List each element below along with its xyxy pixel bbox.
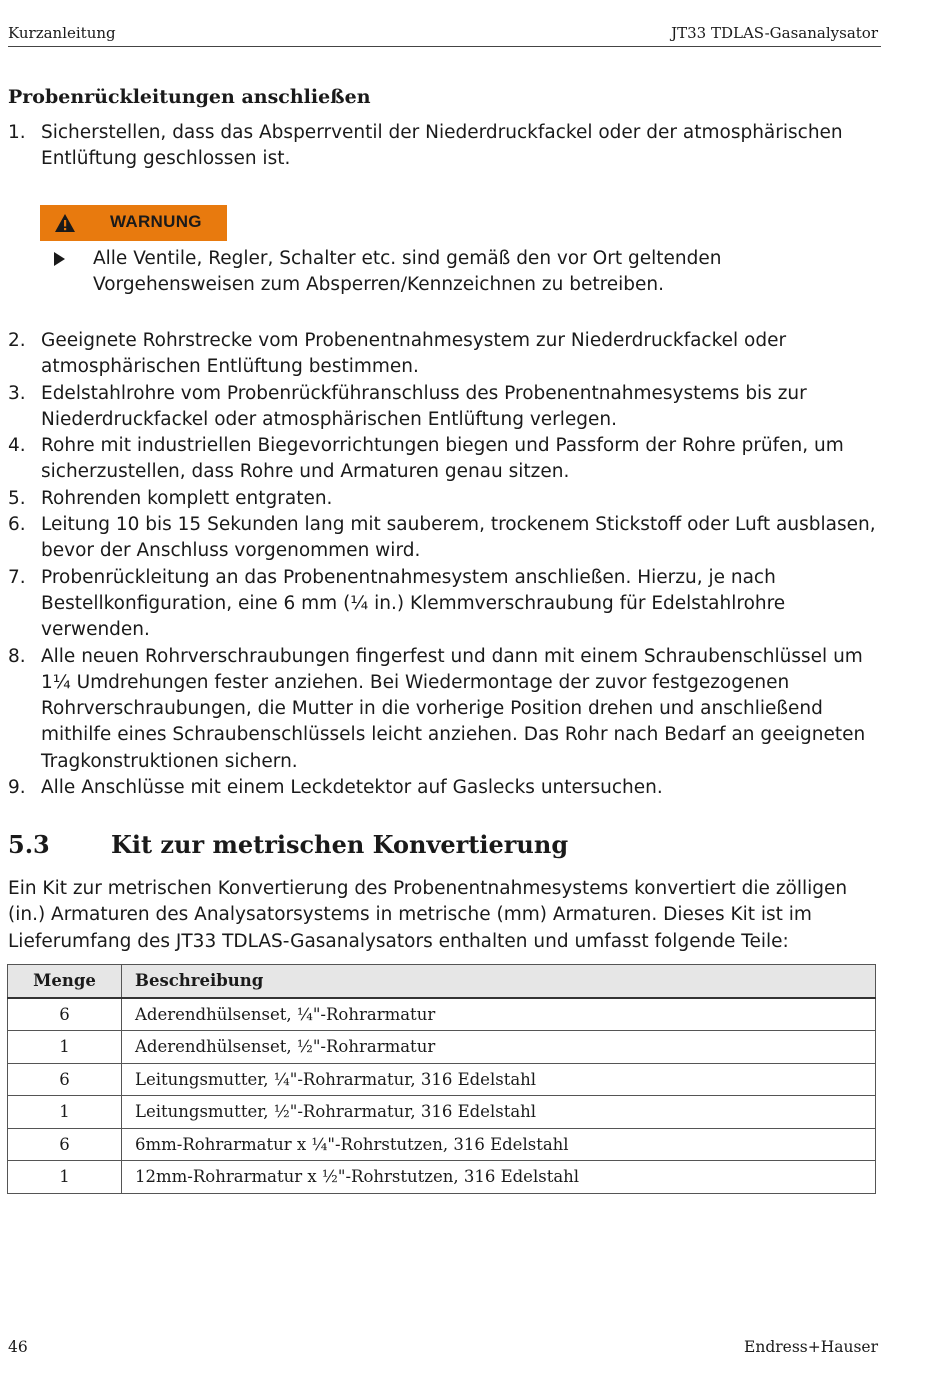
step-text: Sicherstellen, dass das Absperrventil der Niederdruckfackel oder der atmosphärischen Entlüftung geschlossen ist. bbox=[41, 122, 843, 170]
column-header-quantity: Menge bbox=[8, 965, 122, 998]
cell-quantity: 6 bbox=[8, 1128, 122, 1161]
kit-parts-table bbox=[7, 964, 876, 1194]
cell-description: Leitungsmutter, ½"-Rohrarmatur, 316 Edelstahl bbox=[122, 1096, 876, 1129]
list-item bbox=[8, 120, 888, 173]
table-row bbox=[8, 1161, 876, 1194]
table-row bbox=[8, 1031, 876, 1064]
warning-text: Alle Ventile, Regler, Schalter etc. sind gemäß den vor Ort geltenden Vorgehensweisen zum Absperren/Kennzeichnen zu betreiben. bbox=[93, 248, 722, 296]
step-number: 2. bbox=[8, 330, 26, 351]
warning-badge bbox=[40, 205, 227, 241]
list-item bbox=[8, 328, 888, 381]
step-number: 1. bbox=[8, 122, 26, 143]
cell-description: 6mm-Rohrarmatur x ¼"-Rohrstutzen, 316 Edelstahl bbox=[122, 1128, 876, 1161]
step-number: 8. bbox=[8, 645, 26, 667]
table-row bbox=[8, 998, 876, 1031]
step-text: Edelstahlrohre vom Probenrückführanschluss des Probenentnahmesystems bis zur Niederdruckfackel oder atmosphärischen Entlüftung verlegen. bbox=[41, 382, 807, 430]
list-item bbox=[8, 381, 888, 434]
section-heading: Kit zur metrischen Konvertierung bbox=[111, 830, 569, 859]
step-number: 3. bbox=[8, 382, 26, 404]
step-number: 6. bbox=[8, 514, 26, 536]
cell-quantity: 6 bbox=[8, 998, 122, 1031]
header-doc-type: Kurzanleitung bbox=[8, 24, 116, 42]
step-text: Geeignete Rohrstrecke vom Probenentnahmesystem zur Niederdruckfackel oder atmosphärischen Entlüftung bestimmen. bbox=[41, 330, 787, 378]
cell-description: 12mm-Rohrarmatur x ½"-Rohrstutzen, 316 Edelstahl bbox=[122, 1161, 876, 1194]
step-list bbox=[8, 328, 888, 801]
cell-quantity: 1 bbox=[8, 1096, 122, 1129]
step-text: Alle neuen Rohrverschraubungen fingerfest und dann mit einem Schraubenschlüssel um 1¼ Umdrehungen fester anziehen. Bei Wiedermontage der zuvor festgezogenen Rohrverschraubungen, die Mutter in die vorherige Position drehen und anschließend mithilfe eines Schraubenschlüssels leicht anziehen. Das Rohr nach Bedarf an geeigneten Tragkonstruktionen sichern. bbox=[41, 645, 866, 772]
table-header-row bbox=[8, 965, 876, 998]
column-header-description: Beschreibung bbox=[122, 965, 876, 998]
step-number: 7. bbox=[8, 566, 26, 588]
table-row bbox=[8, 1096, 876, 1129]
footer-brand: Endress+Hauser bbox=[744, 1338, 878, 1356]
header-divider bbox=[8, 46, 881, 47]
step-text: Rohrenden komplett entgraten. bbox=[41, 487, 333, 509]
bullet-arrow-icon bbox=[54, 252, 65, 266]
list-item bbox=[8, 433, 888, 486]
warning-triangle-icon bbox=[54, 213, 76, 233]
cell-quantity: 1 bbox=[8, 1161, 122, 1194]
list-item bbox=[8, 565, 888, 644]
step-number: 9. bbox=[8, 777, 26, 799]
list-item bbox=[8, 486, 888, 512]
section-paragraph: Ein Kit zur metrischen Konvertierung des Probenentnahmesystems konvertiert die zölligen (in.) Armaturen des Analysatorsystems in metrische (mm) Armaturen. Dieses Kit ist im Lieferumfang des JT33 TDLAS-Gasanalysators enthalten und umfasst folgende Teile: bbox=[8, 878, 848, 952]
cell-quantity: 6 bbox=[8, 1063, 122, 1096]
header-product-name: JT33 TDLAS-Gasanalysator bbox=[671, 24, 878, 42]
cell-description: Leitungsmutter, ¼"-Rohrarmatur, 316 Edelstahl bbox=[122, 1063, 876, 1096]
page-number: 46 bbox=[8, 1338, 28, 1356]
cell-description: Aderendhülsenset, ¼"-Rohrarmatur bbox=[122, 998, 876, 1031]
section-title: Probenrückleitungen anschließen bbox=[8, 86, 371, 108]
table-row bbox=[8, 1128, 876, 1161]
step-number: 4. bbox=[8, 435, 26, 457]
cell-description: Aderendhülsenset, ½"-Rohrarmatur bbox=[122, 1031, 876, 1064]
step-list-first bbox=[8, 120, 888, 173]
list-item bbox=[8, 644, 888, 775]
warning-label: WARNUNG bbox=[110, 212, 202, 231]
cell-quantity: 1 bbox=[8, 1031, 122, 1064]
step-text: Rohre mit industriellen Biegevorrichtungen biegen und Passform der Rohre prüfen, um sicherzustellen, dass Rohre und Armaturen genau sitzen. bbox=[41, 435, 844, 483]
list-item bbox=[8, 775, 888, 801]
step-number: 5. bbox=[8, 487, 26, 509]
step-text: Alle Anschlüsse mit einem Leckdetektor auf Gaslecks untersuchen. bbox=[41, 777, 663, 799]
step-text: Leitung 10 bis 15 Sekunden lang mit sauberem, trockenem Stickstoff oder Luft ausblasen, bevor der Anschluss vorgenommen wird. bbox=[41, 514, 876, 562]
table-row bbox=[8, 1063, 876, 1096]
step-text: Probenrückleitung an das Probenentnahmesystem anschließen. Hierzu, je nach Bestellkonfiguration, eine 6 mm (¼ in.) Klemmverschraubung für Edelstahlrohre verwenden. bbox=[41, 566, 786, 641]
section-number: 5.3 bbox=[8, 830, 50, 859]
list-item bbox=[8, 512, 888, 565]
